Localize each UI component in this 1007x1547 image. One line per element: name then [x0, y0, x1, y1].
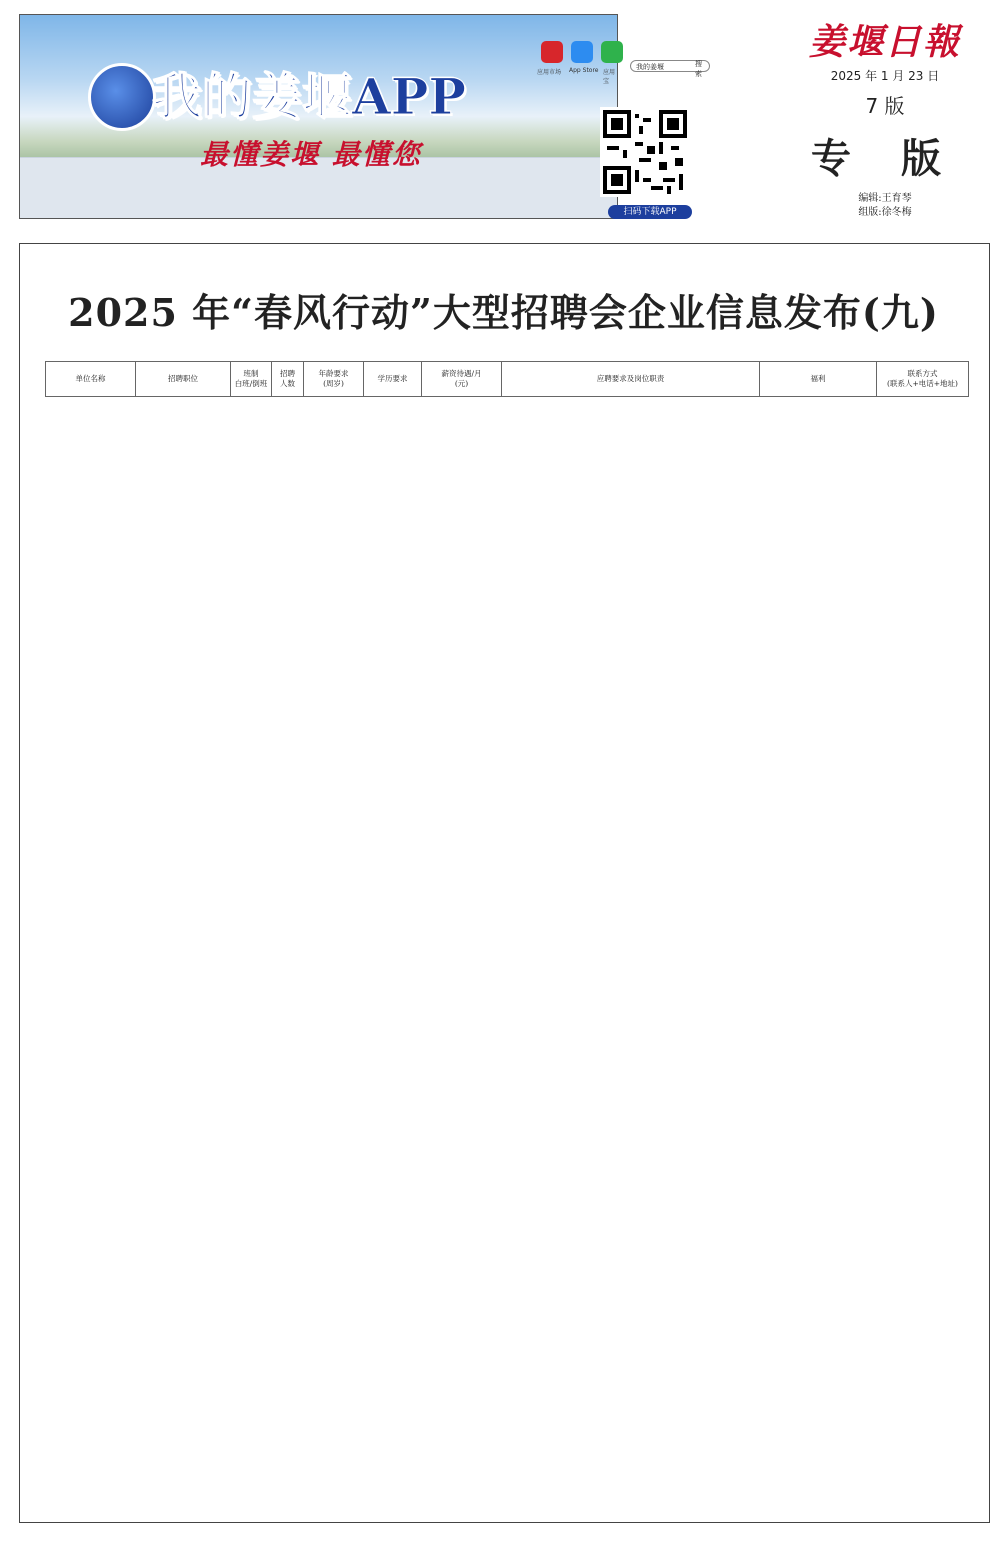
qr-code-icon [600, 107, 690, 197]
page-title: 2025 年“春风行动”大型招聘会企业信息发布(九) [68, 290, 939, 335]
newspaper-name: 姜堰日報 [808, 21, 961, 63]
table-header-row [46, 362, 969, 397]
column-header: 年龄要求 (周岁) [304, 362, 364, 397]
app-market-icon[interactable] [541, 41, 563, 63]
column-header: 招聘 人数 [272, 362, 304, 397]
search-button[interactable]: 搜索 [695, 60, 702, 78]
content-frame [19, 243, 990, 1523]
editor: 编辑:王育琴 [858, 193, 912, 204]
app-store-icon[interactable] [571, 41, 593, 63]
column-header: 联系方式 (联系人+电话+地址) [877, 362, 969, 397]
app-name: 我的姜堰APP [152, 67, 466, 126]
app-banner[interactable] [19, 14, 702, 219]
store-label: 应用市场 [537, 69, 562, 76]
issue-date: 2025 年 1 月 23 日 [830, 69, 940, 83]
store-label: App Store [569, 67, 599, 74]
section-name: 专 版 [811, 135, 959, 182]
column-header: 福利 [760, 362, 877, 397]
recruitment-table [45, 361, 969, 397]
qr-label: 扫码下载APP [608, 205, 692, 219]
column-header: 单位名称 [46, 362, 136, 397]
app-bao-icon[interactable] [601, 41, 623, 63]
app-slogan: 最懂姜堰 最懂您 [200, 138, 422, 171]
column-header: 学历要求 [364, 362, 422, 397]
column-header: 应聘要求及岗位职责 [502, 362, 760, 397]
page-number: 7 版 [865, 94, 905, 118]
column-header: 招聘职位 [136, 362, 231, 397]
column-header: 薪资待遇/月 (元) [422, 362, 502, 397]
search-input[interactable]: 我的姜堰 [630, 60, 710, 72]
masthead [800, 14, 970, 220]
layout-editor: 组版:徐冬梅 [858, 207, 912, 218]
column-header: 班制 白班/倒班 [231, 362, 272, 397]
store-label: 应用宝 [603, 69, 616, 85]
app-logo-icon [88, 63, 156, 131]
